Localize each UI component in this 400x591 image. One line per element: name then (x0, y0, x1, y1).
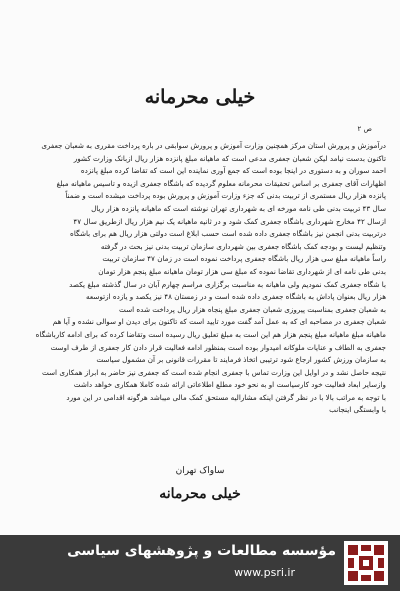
body-line: درتربیت بدنی انجمن نیز باشگاه جعفری داده شده است حسب ابلاغ است دولتی هزار ریال هم برای باشگاه (70, 229, 386, 239)
body-line: وازسایر ابعاد فعالیت خود کارسیاست او به نحو خود مطلع اطلاعاتی ارائه شده کاملا همکاری خواهد داشت (73, 380, 386, 390)
document-heading: خیلی محرمانه (144, 86, 256, 108)
body-line: سال ۴۳ تربیت بدنی طی نامه مورخه ای به شهرداری تهران نوشته است که ماهیانه پانزده هزار ریال (91, 203, 386, 213)
body-line: تاکنون بدست نیامد لیکن شعبان جعفری مدعی است که ماهیانه مبلغ پانزده هزار ریال ازبانک وزارت کشور (73, 153, 386, 163)
body-line: به سازمان ورزش کشور ارجاع شود ترتیبی اتخاذ فرمایند تا مقررات قانونی بر آن مشمول سیاست (96, 355, 386, 365)
body-line: بدنی طی نامه ای از شهرداری تقاضا نموده که مبلغ سی هزار تومان ماهیانه مبلغ پنجم هزار تومان (98, 266, 386, 276)
body-line: ازسال ۴۲ مخارج شهرداری باشگاه جعفری کمک شود و در ثانیه ماهیانه یک نیم هزار ریال ازطریق سال ۴۷ (73, 216, 386, 226)
body-line: با شگاه جعفری کمک نمودیم ولی ماهیانه به مناسبت برگزاری مراسم چهارم آبان در سال گذشته مبلغ یکصد (69, 279, 386, 289)
body-line: ماهیانه مبلغ ماهیانه مبلغ پنجم هزار هم این است به مبلغ تعلیق ریال رسیده است وتقاضا کرده که برای ادامه کارباشگاه (35, 329, 386, 339)
body-line: هزار ریال بعنوان پاداش به باشگاه جعفری داده شده است و در زمستان ۴۸ نیز یکصد و یازده ازتوسعه (86, 292, 386, 302)
body-line: جعفری به الطاف و عنایات ملوکانه امیدوار بوده است بمنظور ادامه فعالیت قرار دادن کار جعفری از طرف اوست (50, 342, 386, 352)
institute-name: مؤسسه مطالعات و پژوهشهای سیاسی (67, 543, 336, 559)
body-line: نتیجه حاصل نشد و در اوایل این وزارت تماس با جعفری انجام شده است که جعفری نیز حاضر به ابراز همکاری است (41, 367, 386, 377)
body-line: شعبان جعفری در مصاحبه ای که به عمل آمد گفت مورد تایید است که تاکنون برای دیدن او سوالی نشده و آیا هم (52, 317, 386, 327)
body-line: پانزده هزار ریال مستمری از تربیت بدنی که جزء وزارت آموزش و پرورش بوده پرداخت میشده است و ضمناً (65, 191, 386, 201)
body-line: با توجه به مراتب بالا با در نظر گرفتن اینکه مشارالیه مستحق کمک مالی میباشد هرگونه اقدامی در این مورد (66, 392, 386, 402)
body-line: درآموزش و پرورش استان مرکز همچنین وزارت آموزش و پرورش سوابقی در باره پرداخت مقرری به شعبان جعفری (41, 141, 386, 150)
body-line: وتنظیم لیست و بودجه کمک باشگاه جعفری بین شهرداری سازمان تربیت بدنی نیز بحث در گرفته (100, 241, 386, 251)
classification-stamp: خیلی محرمانه (159, 486, 241, 502)
sender-office: ساواک تهران (175, 466, 225, 476)
body-line: با وابستگی اینجانب (329, 405, 386, 415)
page-number: ص ۲ (357, 125, 372, 133)
psri-logo-icon (344, 541, 388, 585)
institute-url: www.psri.ir (234, 566, 295, 579)
body-line: احمد سوران و به دستوری در اینجا بوده است که جمع آوری نماینده این است که تقاضا کرده مبلغ پانزده (80, 166, 386, 176)
document-body (14, 140, 386, 417)
body-line: اظهارات آقای جعفری بر اساس تحقیقات محرمانه معلوم گردیده که باشگاه جعفری ازیده و تاسیس ماهیانه مبلغ (56, 178, 386, 188)
body-line: به شعبان جعفری بمناسبت پیروزی شعبان جعفری مبلغ پنجاه هزار ریال پرداخت شده است (119, 304, 386, 314)
body-line: راساً ماهیانه مبلغ سی هزار ریال باشگاه جعفری پرداخت نموده است در زمان ۴۷ سازمان تربیت (102, 254, 386, 264)
